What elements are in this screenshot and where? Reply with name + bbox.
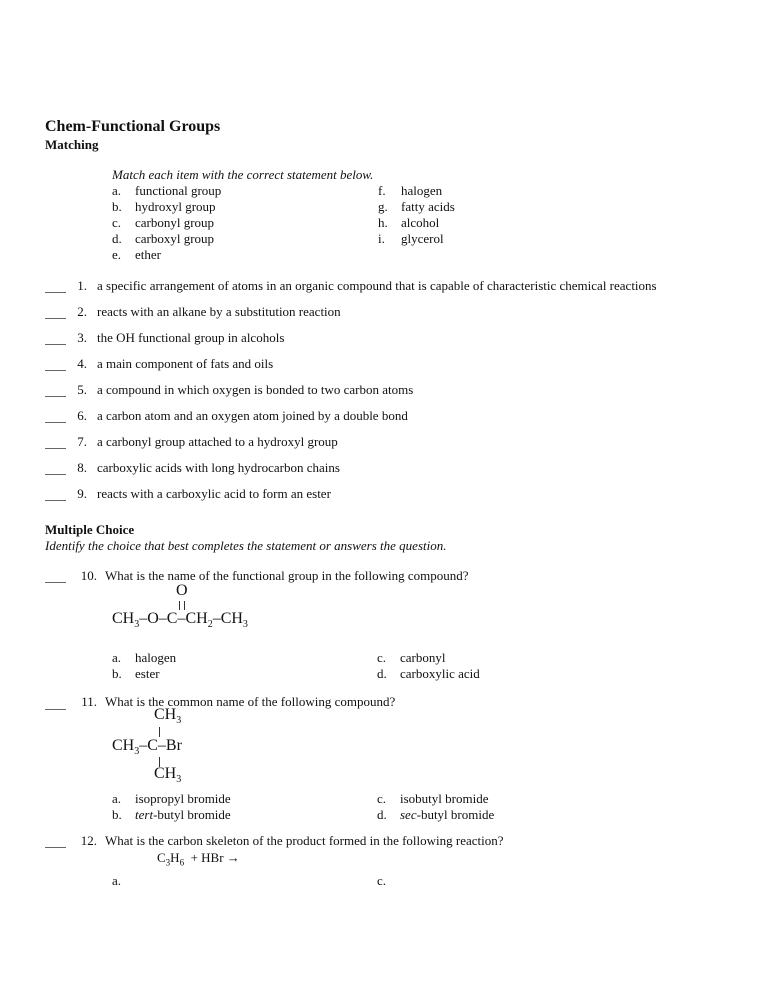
question-text: What is the carbon skeleton of the product formed in the following reaction? [105, 833, 504, 848]
question-text: a compound in which oxygen is bonded to two carbon atoms [97, 382, 414, 397]
document-title: Chem-Functional Groups [45, 118, 221, 135]
question-number: 8. [77, 460, 87, 475]
question-number: 7. [77, 434, 87, 449]
answer-blank[interactable] [45, 709, 66, 710]
question-number: 6. [77, 408, 87, 423]
question-number: 2. [77, 304, 87, 319]
choice-d[interactable]: d. sec-butyl bromide [377, 807, 495, 822]
reaction-equation: $C_3H_6$ + HBr → [157, 850, 240, 868]
option-e: e. ether [112, 247, 161, 262]
question-number: 1. [77, 278, 87, 293]
matching-heading: Matching [45, 137, 99, 152]
question-text: a specific arrangement of atoms in an organic compound that is capable of characteristic chemical reactions [97, 278, 657, 293]
option-g: g. fatty acids [378, 199, 455, 214]
top-methyl: $CH_3$ [154, 706, 182, 726]
question-text: a carbon atom and an oxygen atom joined by a double bond [97, 408, 408, 423]
answer-blank[interactable] [45, 292, 66, 293]
choice-b[interactable]: b. tert-butyl bromide [112, 807, 231, 822]
answer-blank[interactable] [45, 474, 66, 475]
question-text: What is the common name of the following compound? [105, 694, 396, 709]
choice-a[interactable]: a. isopropyl bromide [112, 791, 231, 806]
question-text: reacts with an alkane by a substitution reaction [97, 304, 341, 319]
choice-c[interactable]: c. isobutyl bromide [377, 791, 489, 806]
answer-blank[interactable] [45, 500, 66, 501]
option-d: d. carboxyl group [112, 231, 215, 246]
question-number: 9. [77, 486, 87, 501]
choice-a[interactable]: a. [112, 873, 122, 888]
question-number: 4. [77, 356, 87, 371]
center-carbon-row: $CH_3-C-Br$ [112, 737, 182, 757]
choice-b[interactable]: b. ester [112, 666, 160, 681]
single-bond-icon [159, 727, 160, 737]
question-text: carboxylic acids with long hydrocarbon chains [97, 460, 340, 475]
option-c: c. carbonyl group [112, 215, 215, 230]
option-a: a. functional group [112, 183, 222, 198]
question-text: a carbonyl group attached to a hydroxyl group [97, 434, 338, 449]
answer-blank[interactable] [45, 847, 66, 848]
question-text: the OH functional group in alcohols [97, 330, 285, 345]
multiple-choice-instruction: Identify the choice that best completes the statement or answers the question. [45, 538, 447, 553]
option-f: f. halogen [378, 183, 443, 198]
double-bond-icon [179, 601, 185, 610]
option-i: i. glycerol [378, 231, 444, 246]
multiple-choice-heading: Multiple Choice [45, 522, 135, 537]
answer-blank[interactable] [45, 396, 66, 397]
answer-blank[interactable] [45, 344, 66, 345]
choice-c[interactable]: c. [377, 873, 387, 888]
question-number: 11. [81, 694, 97, 709]
question-text: What is the name of the functional group in the following compound? [105, 568, 469, 583]
ester-chain: $CH_3-O-C-CH_2-CH_3$ [112, 610, 248, 630]
answer-blank[interactable] [45, 448, 66, 449]
matching-instruction: Match each item with the correct statement below. [112, 167, 374, 182]
bottom-methyl: $CH_3$ [154, 765, 182, 785]
answer-blank[interactable] [45, 422, 66, 423]
question-number: 3. [77, 330, 87, 345]
answer-blank[interactable] [45, 370, 66, 371]
question-number: 10. [80, 568, 97, 583]
choice-a[interactable]: a. halogen [112, 650, 177, 665]
answer-blank[interactable] [45, 582, 66, 583]
carbonyl-oxygen: O [176, 582, 188, 599]
question-text: reacts with a carboxylic acid to form an ester [97, 486, 331, 501]
option-h: h. alcohol [378, 215, 440, 230]
answer-blank[interactable] [45, 318, 66, 319]
question-text: a main component of fats and oils [97, 356, 274, 371]
question-number: 12. [80, 833, 97, 848]
choice-c[interactable]: c. carbonyl [377, 650, 446, 665]
option-b: b. hydroxyl group [112, 199, 216, 214]
question-number: 5. [77, 382, 87, 397]
choice-d[interactable]: d. carboxylic acid [377, 666, 480, 681]
